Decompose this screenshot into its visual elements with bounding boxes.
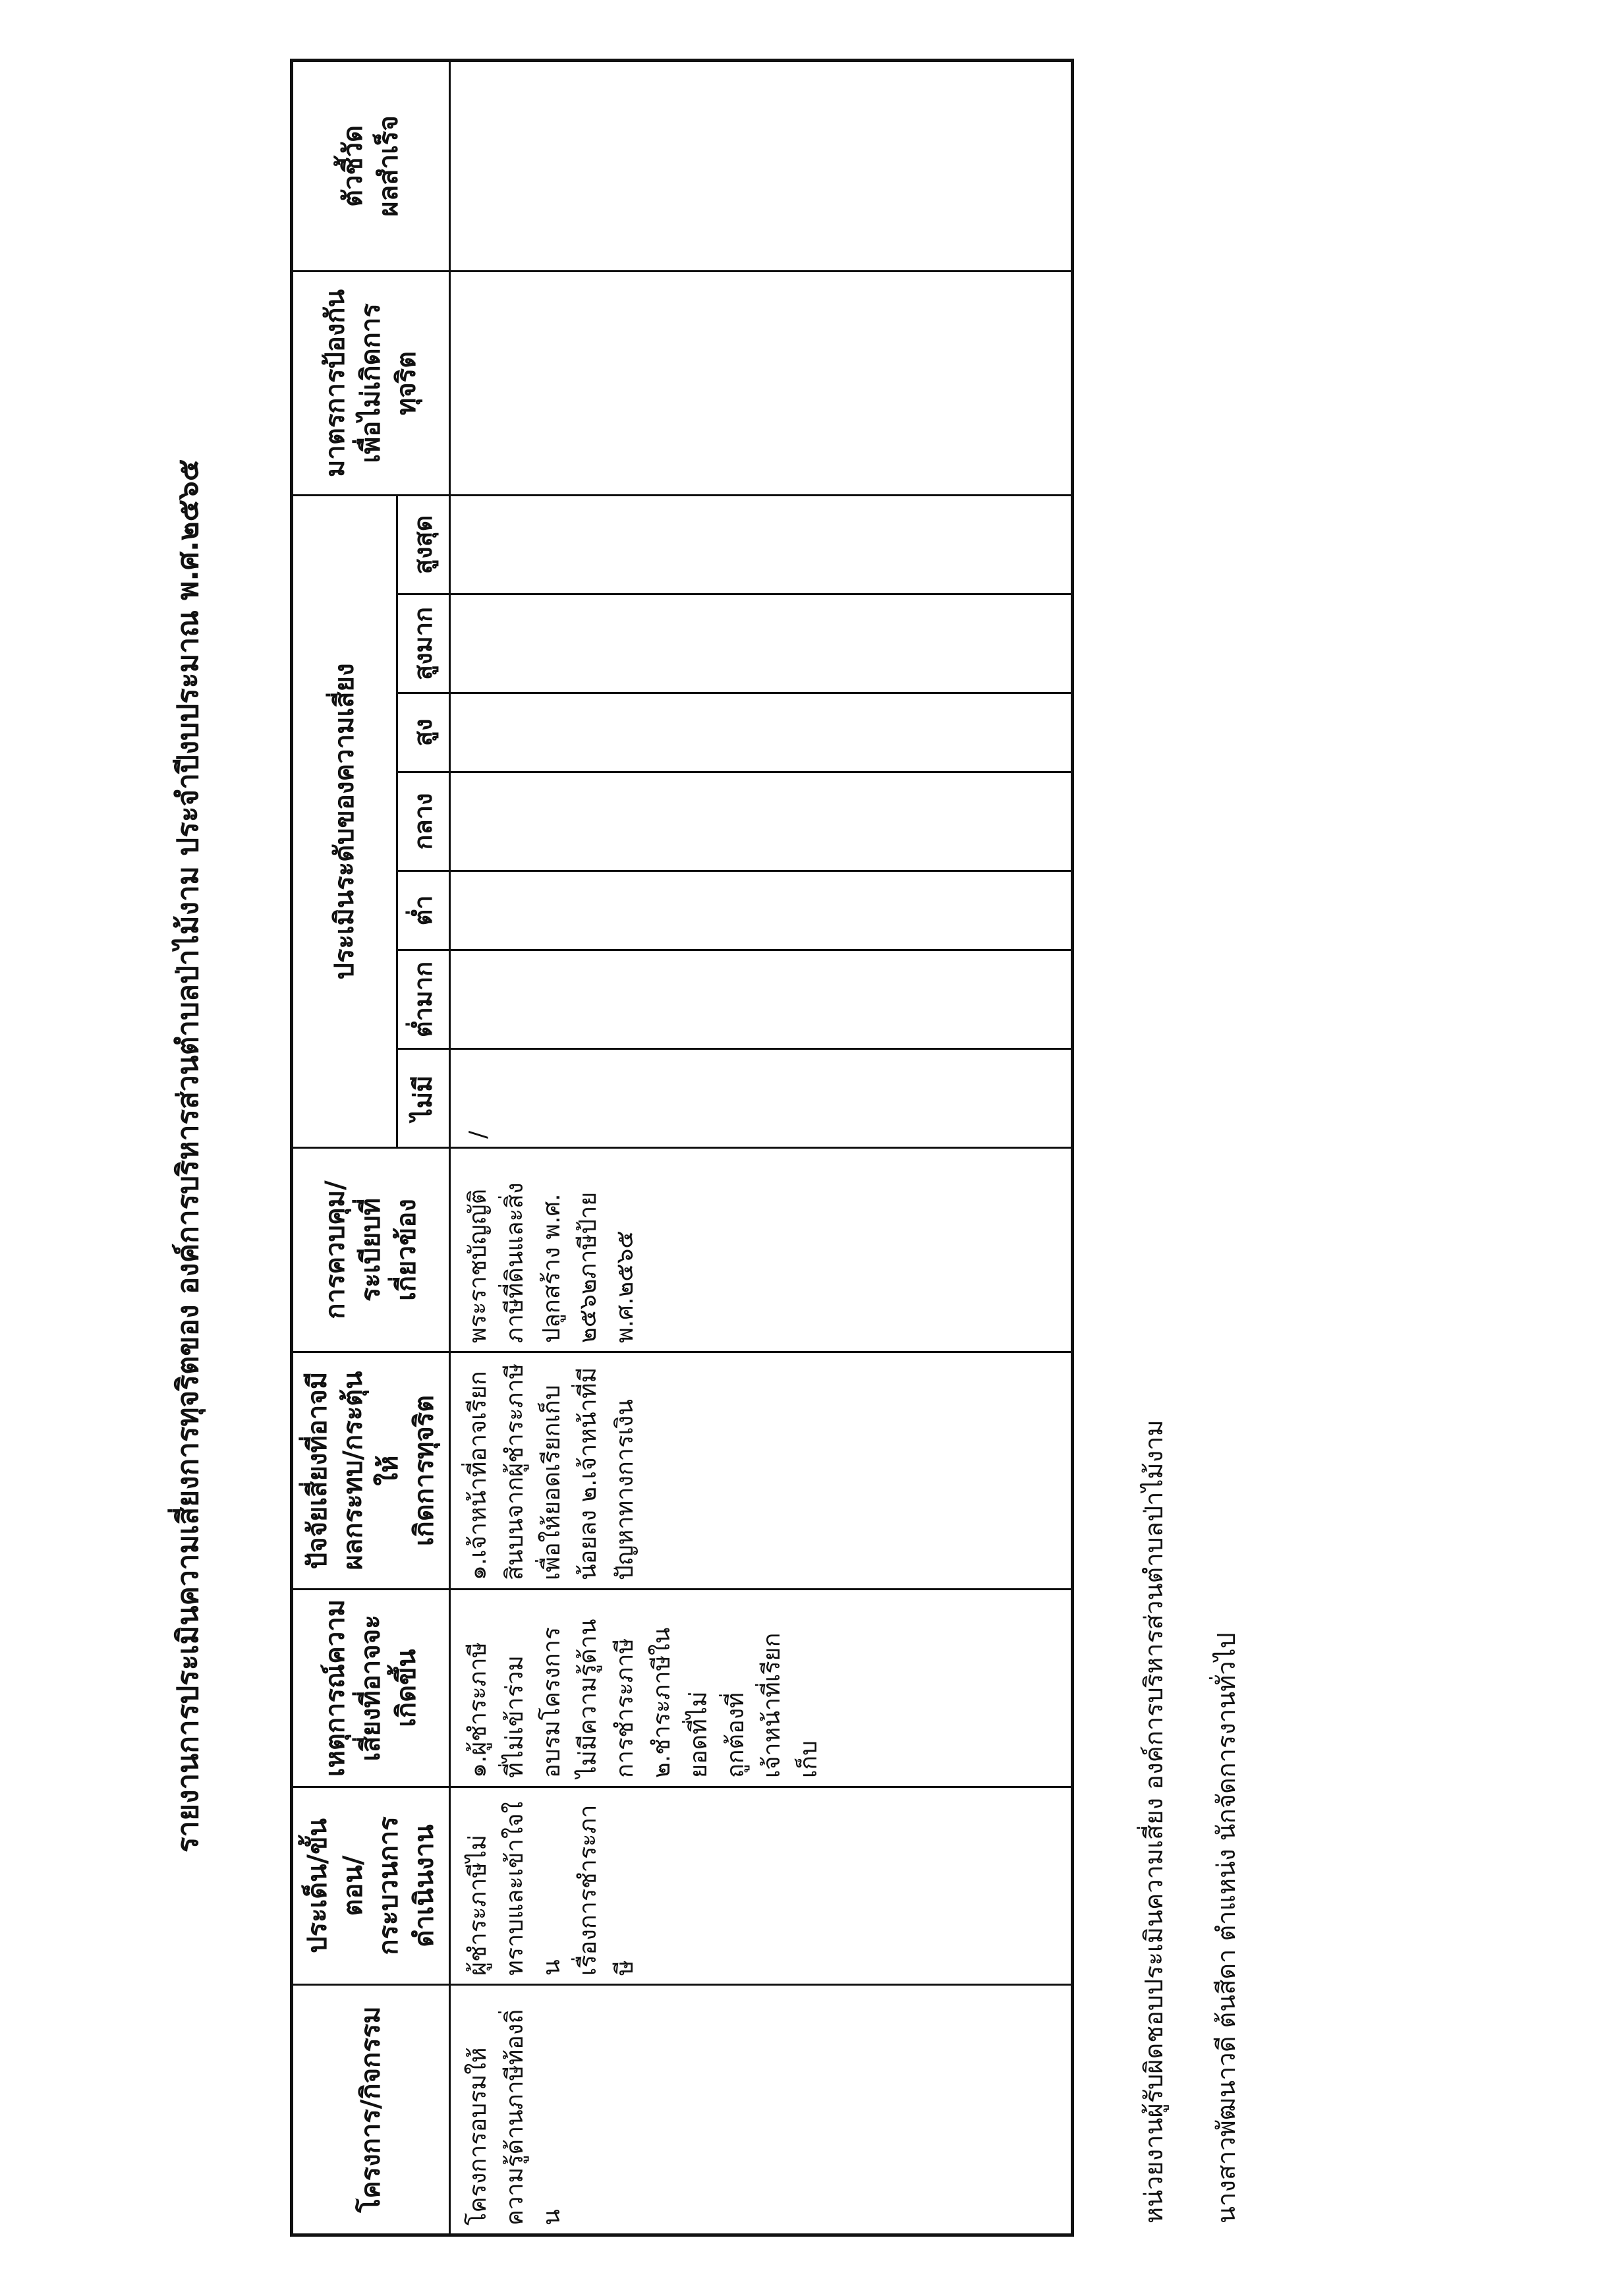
cell-indicator xyxy=(450,61,1073,272)
cell-level-high xyxy=(450,693,1073,772)
level-header-very-high: สูงมาก xyxy=(397,594,450,693)
level-header-none: ไม่มี xyxy=(397,1049,450,1148)
header-control: การควบคุม/ ระเบียบที่ เกี่ยวข้อง xyxy=(292,1148,450,1352)
cell-factor: ๑.เจ้าหน้าที่อาจเรียก สินบนจากผู้ชำระภาษี เพื่อให้ยอดเรียกเก็บ น้อยลง ๒.เจ้าหน้าที่มี ปัญหาทางการเงิน xyxy=(450,1352,1073,1590)
responsible-person: นางสาวพัฒนาวดี ต้นสีดา ตำแหน่ง นักจัดการงานทั่วไป xyxy=(1212,1632,1241,2224)
cell-level-highest xyxy=(450,496,1073,594)
cell-level-medium xyxy=(450,772,1073,871)
report-title: รายงานการประเมินความเสี่ยงการทุจริตของ องค์การบริหารส่วนตำบลป่าไม้งาม ประจำปีงบประมาณ พ.ศ.๒๕๖๕ xyxy=(171,459,205,1853)
header-project: โครงการ/กิจกรรม xyxy=(292,1985,450,2235)
responsible-unit: หน่วยงานผู้รับผิดชอบประเมินความเสี่ยง องค์การบริหารส่วนตำบลป่าไม้งาม xyxy=(1139,1420,1168,2224)
level-header-very-low: ต่ำมาก xyxy=(397,950,450,1049)
header-indicator: ตัวชี้วัด ผลสำเร็จ xyxy=(292,61,450,272)
level-header-high: สูง xyxy=(397,693,450,772)
header-assessment: ประเมินระดับของความเสี่ยง xyxy=(292,496,397,1148)
cell-measure xyxy=(450,272,1073,496)
header-measure: มาตรการป้องกัน เพื่อไม่เกิดการ ทุจริต xyxy=(292,272,450,496)
level-header-medium: กลาง xyxy=(397,772,450,871)
cell-level-very-high xyxy=(450,594,1073,693)
level-header-highest: สูงสุด xyxy=(397,496,450,594)
header-factor: ปัจจัยเสี่ยงที่อาจมี ผลกระทบ/กระตุ้นให้ เกิดการทุจริต xyxy=(292,1352,450,1590)
table-row xyxy=(450,61,1073,2235)
header-row xyxy=(292,61,397,2235)
cell-control: พระราชบัญญัติ ภาษีที่ดินและสิ่ง ปลูกสร้าง พ.ศ. ๒๕๖๒ภาษีป้าย พ.ศ.๒๕๖๕ xyxy=(450,1148,1073,1352)
level-header-low: ต่ำ xyxy=(397,871,450,950)
header-event: เหตุการณ์ความ เสี่ยงที่อาจจะ เกิดขึ้น xyxy=(292,1590,450,1787)
cell-level-low xyxy=(450,871,1073,950)
cell-project: โครงการอบรมให้ ความรู้ด้านภาษีท้องถิ่น xyxy=(450,1985,1073,2235)
cell-level-none: / xyxy=(450,1049,1073,1148)
header-issue: ประเด็น/ขั้นตอน/ กระบวนการ ดำเนินงาน xyxy=(292,1787,450,1985)
risk-assessment-table xyxy=(290,59,1074,2237)
cell-event: ๑.ผู้ชำระภาษี ที่ไม่เข้าร่วม อบรมโครงการ ไม่มีความรู้ด้าน การชำระภาษี ๒.ชำระภาษีใน ยอดที่ไม่ ถูกต้องที่ เจ้าหน้าที่เรียก เก็บ xyxy=(450,1590,1073,1787)
cell-level-very-low xyxy=(450,950,1073,1049)
cell-issue: ผู้ชำระภาษีไม่ ทราบและเข้าใจใน เรื่องการชำระภาษี xyxy=(450,1787,1073,1985)
